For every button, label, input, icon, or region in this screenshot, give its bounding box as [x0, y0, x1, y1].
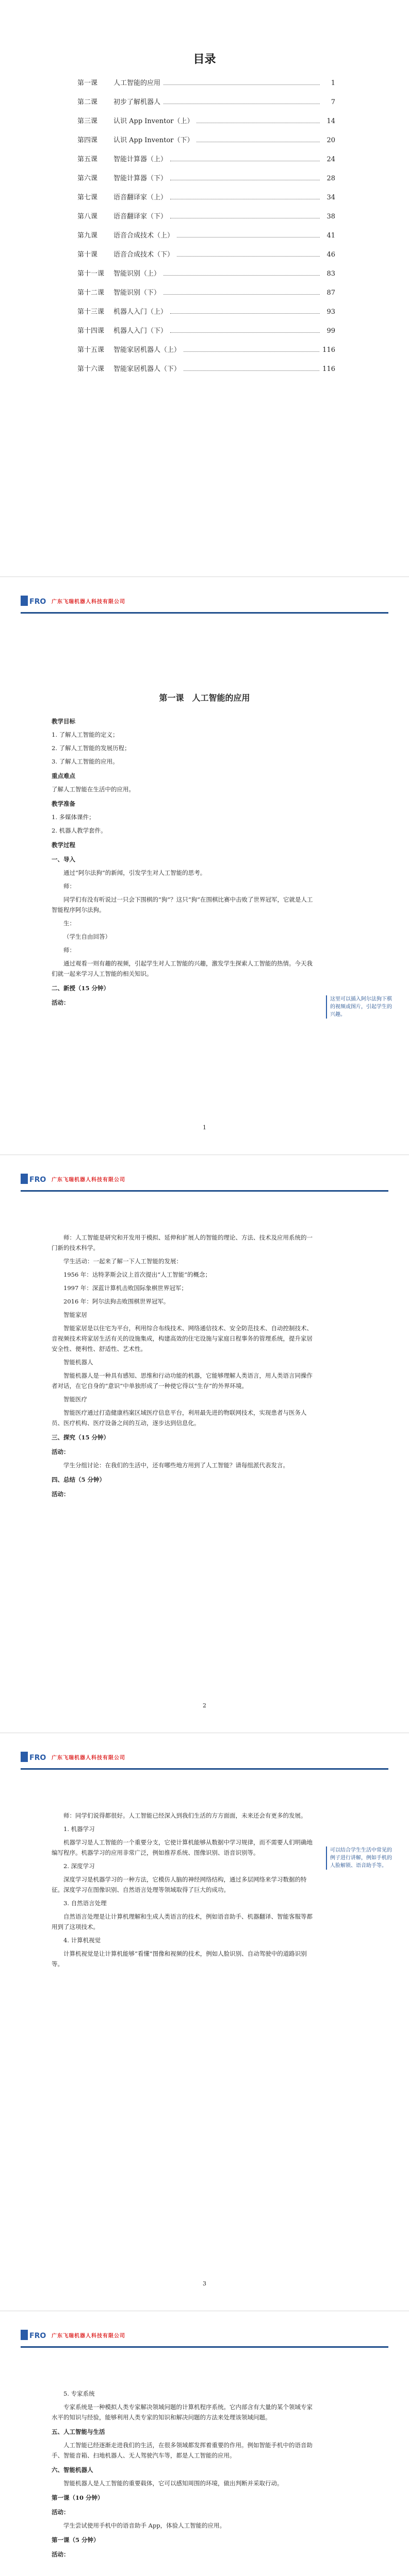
toc-entry[interactable]	[77, 154, 335, 173]
toc-leader-dots	[163, 84, 320, 85]
paragraph: 通过观看一则有趣的视频，引起学生对人工智能的兴趣，激发学生探索人工智能的热情。今天我们就一起来学习人工智能的相关知识。	[52, 960, 313, 977]
toc-page-number: 28	[326, 175, 335, 182]
margin-note: 这里可以插入阿尔法狗下棋的视频或图片，引起学生的兴趣。	[326, 995, 396, 1019]
svg-text:FRO: FRO	[29, 1754, 46, 1762]
page-header	[21, 1748, 388, 1770]
toc-list	[77, 77, 335, 382]
toc-lesson-number: 第十四课	[77, 327, 105, 335]
toc-page-number: 83	[326, 270, 335, 278]
paragraph: 1997 年：深蓝计算机击败国际象棋世界冠军；	[63, 1284, 187, 1292]
toc-leader-dots	[184, 351, 319, 352]
paragraph: 5. 专家系统	[63, 2390, 95, 2397]
paragraph: 智能机器人是一种具有感知、思维和行动功能的机器，它能够理解人类语言，用人类语言同操作者对话，在它自身的“意识”中单独形成了一种使它得以“生存”的外界环境。	[52, 1372, 313, 1389]
lesson-title: 第一课 人工智能的应用	[159, 693, 250, 703]
company-name: 广东飞瑞机器人科技有限公司	[52, 599, 125, 605]
section-heading: 教学过程	[52, 841, 75, 849]
toc-lesson-number: 第二课	[77, 98, 98, 106]
paragraph: 生：	[63, 920, 75, 927]
toc-lesson-title: 语音合成技术（下）	[113, 251, 174, 259]
toc-page-number: 7	[331, 98, 335, 106]
toc-page-number: 46	[326, 251, 335, 259]
toc-page-number: 99	[326, 327, 335, 335]
paragraph: 1. 机器学习	[63, 1825, 95, 1833]
toc-lesson-number: 第十三课	[77, 308, 105, 316]
paragraph: 智能医疗	[63, 1396, 87, 1403]
fro-logo-icon	[21, 2329, 47, 2341]
toc-leader-dots	[177, 237, 320, 238]
section-heading: 四、总结（5 分钟）	[52, 1476, 106, 1483]
paragraph: 3. 了解人工智能的应用。	[52, 758, 119, 765]
section-heading: 活动：	[52, 1448, 70, 1455]
toc-entry[interactable]	[77, 344, 335, 363]
paragraph: 师：	[63, 883, 75, 890]
paragraph: 1. 了解人工智能的定义；	[52, 731, 119, 738]
toc-lesson-number: 第七课	[77, 194, 98, 201]
paragraph: 师：人工智能是研究和开发用于模拟、延伸和扩展人的智能的理论、方法、技术及应用系统的一门新的技术科学。	[52, 1234, 313, 1251]
paragraph: 2. 了解人工智能的发展历程；	[52, 744, 130, 752]
toc-lesson-number: 第一课	[77, 79, 98, 87]
paragraph: 智能机器人	[63, 1359, 93, 1366]
paragraph: 智能机器人是人工智能的重要载体，它可以感知周围的环境，做出判断并采取行动。	[63, 2480, 283, 2487]
toc-page-number: 41	[326, 232, 335, 240]
toc-lesson-title: 智能家居机器人（下）	[113, 365, 181, 373]
paragraph: 学生活动：一起来了解一下人工智能的发展：	[63, 1258, 182, 1265]
paragraph: 同学们有没有听说过一只会下围棋的“狗”？这只“狗”在围棋比赛中击败了世界冠军，它就是人工智能程序阿尔法狗。	[52, 896, 313, 913]
section-heading: 教学准备	[52, 800, 75, 807]
paragraph: 学生分组讨论：在我们的生活中，还有哪些地方用到了人工智能？请每组派代表发言。	[63, 1462, 289, 1469]
paragraph: 通过“阿尔法狗”的新闻，引发学生对人工智能的思考。	[63, 869, 206, 876]
paragraph: 智能家居	[63, 1311, 87, 1318]
toc-entry[interactable]	[77, 134, 335, 154]
toc-leader-dots	[170, 313, 320, 314]
section-heading: 活动：	[52, 2509, 70, 2516]
toc-lesson-title: 智能家居机器人（上）	[113, 346, 181, 354]
paragraph: 机器学习是人工智能的一个重要分支，它使计算机能够从数据中学习规律，而不需要人们明确地编写程序。机器学习的应用非常广泛，例如推荐系统、图像识别、语音识别等。	[52, 1839, 313, 1856]
section-heading: 五、人工智能与生活	[52, 2428, 105, 2435]
toc-lesson-title: 智能识别（下）	[113, 289, 161, 297]
svg-text:FRO: FRO	[29, 1176, 46, 1184]
toc-lesson-title: 人工智能的应用	[113, 79, 161, 87]
toc-page-number: 14	[326, 117, 335, 125]
page-body	[52, 1232, 317, 1502]
page-number: 1	[203, 1124, 206, 1131]
toc-lesson-title: 语音翻译家（上）	[113, 194, 168, 201]
paragraph: 专家系统是一种模拟人类专家解决领域问题的计算机程序系统。它内部含有大量的某个领域专家水平的知识与经验，能够利用人类专家的知识和解决问题的方法来处理该领域问题。	[52, 2403, 313, 2421]
toc-entry[interactable]	[77, 306, 335, 325]
section-heading: 重点难点	[52, 772, 75, 779]
fro-logo-icon	[21, 1751, 47, 1763]
paragraph: 计算机视觉是让计算机能够“看懂”图像和视频的技术，例如人脸识别、自动驾驶中的道路识别等。	[52, 1950, 307, 1968]
toc-entry[interactable]	[77, 230, 335, 249]
toc-lesson-title: 智能识别（上）	[113, 270, 161, 278]
toc-lesson-title: 认识 App Inventor（下）	[113, 137, 194, 144]
toc-entry[interactable]	[77, 325, 335, 344]
toc-leader-dots	[170, 332, 320, 333]
toc-page	[0, 0, 409, 577]
toc-page-number: 93	[326, 308, 335, 316]
toc-lesson-number: 第十课	[77, 251, 98, 259]
toc-page-number: 34	[326, 194, 335, 201]
paragraph: 师：	[63, 946, 75, 954]
paragraph: 智能医疗通过打造健康档案区域医疗信息平台，利用最先进的物联网技术，实现患者与医务人员、医疗机构、医疗设备之间的互动，逐步达到信息化。	[52, 1409, 307, 1427]
page-number: 3	[203, 2280, 206, 2287]
toc-entry[interactable]	[77, 173, 335, 192]
page-1	[0, 577, 409, 1155]
paragraph: 1. 多媒体课件；	[52, 814, 95, 821]
section-heading: 教学目标	[52, 718, 75, 725]
page-3	[0, 1733, 409, 2311]
toc-page-number: 20	[326, 137, 335, 144]
toc-lesson-title: 智能计算器（下）	[113, 175, 168, 182]
toc-page-number: 116	[322, 365, 335, 373]
toc-lesson-number: 第九课	[77, 232, 98, 240]
toc-entry[interactable]	[77, 249, 335, 268]
paragraph: 2. 机器人教学套件。	[52, 827, 107, 834]
toc-entry[interactable]	[77, 115, 335, 134]
page-number: 2	[203, 1702, 206, 1709]
fro-logo-icon	[21, 1173, 47, 1185]
paragraph: 人工智能已经逐渐走进我们的生活，在很多领域都发挥着重要的作用。例如智能手机中的语音助手、智能音箱、扫地机器人、无人驾驶汽车等，都是人工智能的应用。	[52, 2442, 313, 2459]
toc-lesson-number: 第十一课	[77, 270, 105, 278]
toc-entry[interactable]	[77, 287, 335, 306]
toc-entry[interactable]	[77, 268, 335, 287]
toc-lesson-number: 第五课	[77, 156, 98, 163]
toc-lesson-title: 初步了解机器人	[113, 98, 161, 106]
company-name: 广东飞瑞机器人科技有限公司	[52, 1177, 125, 1183]
toc-lesson-number: 第三课	[77, 117, 98, 125]
toc-entry[interactable]	[77, 192, 335, 211]
paragraph: （学生自由回答）	[63, 933, 111, 940]
paragraph: 了解人工智能在生活中的应用。	[52, 786, 135, 793]
toc-page-number: 38	[326, 213, 335, 221]
toc-leader-dots	[177, 256, 320, 257]
toc-lesson-title: 语音合成技术（上）	[113, 232, 174, 240]
toc-page-number: 116	[322, 346, 335, 354]
paragraph: 3. 自然语言处理	[63, 1900, 107, 1907]
page-2	[0, 1155, 409, 1733]
svg-text:FRO: FRO	[29, 2332, 46, 2340]
toc-title: 目录	[193, 53, 216, 66]
page-body	[52, 712, 317, 1011]
page-4	[0, 2311, 409, 2576]
toc-lesson-number: 第四课	[77, 137, 98, 144]
toc-entry[interactable]	[77, 363, 335, 382]
paragraph: 深度学习是机器学习的一种方法，它模仿人脑的神经网络结构，通过多层网络来学习数据的特征。深度学习在图像识别、自然语言处理等领域取得了巨大的成功。	[52, 1876, 307, 1893]
toc-lesson-number: 第十五课	[77, 346, 105, 354]
section-heading: 第一课（5 分钟）	[52, 2536, 100, 2544]
toc-lesson-title: 认识 App Inventor（上）	[113, 117, 194, 125]
page-header	[21, 1170, 388, 1192]
svg-text:FRO: FRO	[29, 598, 46, 606]
paragraph: 4. 计算机视觉	[63, 1937, 101, 1944]
section-heading: 第一课（10 分钟）	[52, 2494, 104, 2501]
toc-page-number: 87	[326, 289, 335, 297]
section-heading: 活动：	[52, 2551, 70, 2558]
page-body	[52, 1810, 317, 1972]
paragraph: 1956 年：达特茅斯会议上首次提出“人工智能”的概念；	[63, 1271, 211, 1278]
toc-lesson-title: 智能计算器（上）	[113, 156, 168, 163]
toc-lesson-number: 第十六课	[77, 365, 105, 373]
toc-leader-dots	[184, 370, 319, 371]
toc-entry[interactable]	[77, 77, 335, 96]
page-header	[21, 591, 388, 614]
toc-lesson-number: 第八课	[77, 213, 98, 221]
section-heading: 三、探究（15 分钟）	[52, 1434, 110, 1441]
toc-lesson-title: 机器人入门（下）	[113, 327, 168, 335]
page-header	[21, 2326, 388, 2348]
toc-lesson-number: 第六课	[77, 175, 98, 182]
paragraph: 自然语言处理是让计算机理解和生成人类语言的技术，例如语音助手、机器翻译、智能客服等都用到了这项技术。	[52, 1913, 313, 1930]
fro-logo-icon	[21, 595, 47, 607]
page-body	[52, 2388, 317, 2563]
company-name: 广东飞瑞机器人科技有限公司	[52, 2333, 125, 2339]
margin-note: 可以结合学生生活中常见的例子进行讲解，例如手机的人脸解锁、语音助手等。	[326, 1846, 396, 1870]
paragraph: 师：同学们说得都很好。人工智能已经深入到我们生活的方方面面，未来还会有更多的发展。	[63, 1812, 307, 1819]
toc-page-number: 1	[331, 79, 335, 87]
toc-lesson-title: 机器人入门（上）	[113, 308, 168, 316]
toc-page-number: 24	[326, 156, 335, 163]
paragraph: 2. 深度学习	[63, 1862, 95, 1870]
paragraph: 智能家居是以住宅为平台，利用综合布线技术、网络通信技术、安全防范技术、自动控制技术、音视频技术将家居生活有关的设施集成，构建高效的住宅设施与家庭日程事务的管理系统，提升家居安全性、便利性、舒适性、艺术性。	[52, 1325, 313, 1352]
toc-leader-dots	[163, 294, 320, 295]
paragraph: 2016 年：阿尔法狗击败围棋世界冠军。	[63, 1298, 170, 1305]
toc-entry[interactable]	[77, 96, 335, 115]
toc-entry[interactable]	[77, 211, 335, 230]
section-heading: 活动：	[52, 1490, 70, 1498]
section-heading: 一、导入	[52, 856, 75, 863]
toc-leader-dots	[163, 275, 320, 276]
section-heading: 二、新授（15 分钟）	[52, 985, 110, 992]
section-heading: 活动：	[52, 999, 70, 1006]
company-name: 广东飞瑞机器人科技有限公司	[52, 1755, 125, 1761]
toc-lesson-title: 语音翻译家（下）	[113, 213, 168, 221]
toc-lesson-number: 第十二课	[77, 289, 105, 297]
paragraph: 学生尝试使用手机中的语音助手 App，体验人工智能的应用。	[63, 2522, 226, 2529]
section-heading: 六、智能机器人	[52, 2466, 93, 2473]
